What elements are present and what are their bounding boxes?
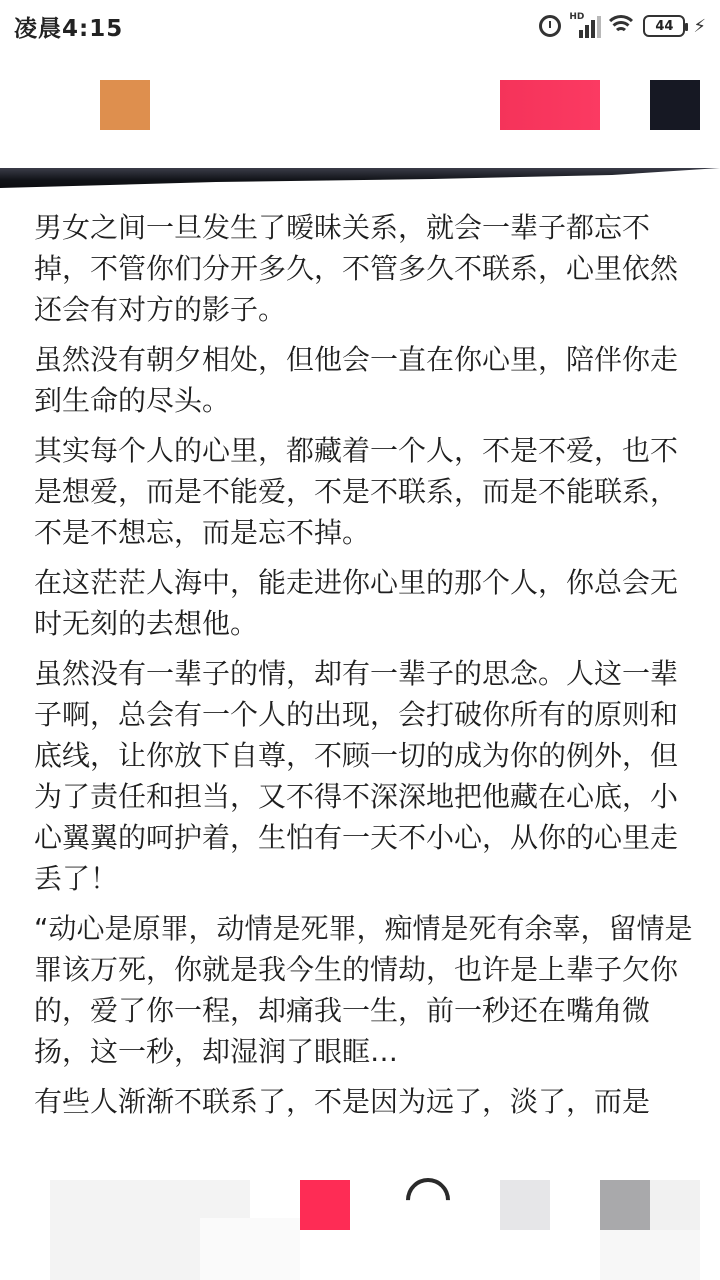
article-body [34,207,694,1131]
article-paragraph: 虽然没有一辈子的情，却有一辈子的思念。人这一辈子啊，总会有一个人的出现，会打破你所有的原则和底线，让你放下自尊，不顾一切的成为你的例外，但为了责任和担当，又不得不深深地把他藏在心底，小心翼翼的呵护着，生怕有一天不小心，从你的心里走丢了！ [34,657,679,895]
article-paragraph: 其实每个人的心里，都藏着一个人，不是不爱，也不是想爱，而是不能爱，不是不联系，而是不能联系，不是不想忘，而是忘不掉。 [34,434,679,549]
article-paragraph: 男女之间一旦发生了暧昧关系，就会一辈子都忘不掉，不管你们分开多久，不管多久不联系，心里依然还会有对方的影子。 [34,211,679,326]
like-button[interactable] [300,1180,350,1230]
header-dark-block[interactable] [650,80,700,130]
toolbar-left-placeholder-2 [200,1218,300,1280]
toolbar-right-placeholder-2 [600,1230,700,1280]
header-pink-button[interactable] [500,80,600,130]
signal-icon [569,14,599,38]
status-bar [0,0,720,52]
charging-bolt-icon: ⚡ [693,15,706,37]
header [0,52,720,168]
toolbar-right-placeholder [650,1180,700,1230]
status-time: 凌晨4:15 [14,15,124,42]
article-paragraph: 在这茫茫人海中，能走进你心里的那个人，你总会无时无刻的去想他。 [34,566,679,640]
status-icons [539,14,706,38]
header-orange-block[interactable] [100,80,150,130]
battery-level: 44 [655,18,674,34]
article-paragraph: 有些人渐渐不联系了，不是因为远了，淡了，而是 [34,1085,651,1118]
battery-icon [643,15,685,37]
network-type-label: HD [569,12,585,22]
alarm-icon [539,15,561,37]
wifi-icon [607,15,635,37]
article-paragraph: 虽然没有朝夕相处，但他会一直在你心里，陪伴你走到生命的尽头。 [34,343,679,417]
comment-icon[interactable] [397,1169,459,1231]
more-button[interactable] [600,1180,650,1230]
bottom-toolbar [0,1168,720,1280]
share-button[interactable] [500,1180,550,1230]
article-paragraph: “动心是原罪，动情是死罪，痴情是死有余辜，留情是罪该万死，你就是我今生的情劫，也许是上辈子欠你的，爱了你一程，却痛我一生，前一秒还在嘴角微扬，这一秒，却湿润了眼眶… [34,912,693,1068]
header-divider [0,168,720,188]
